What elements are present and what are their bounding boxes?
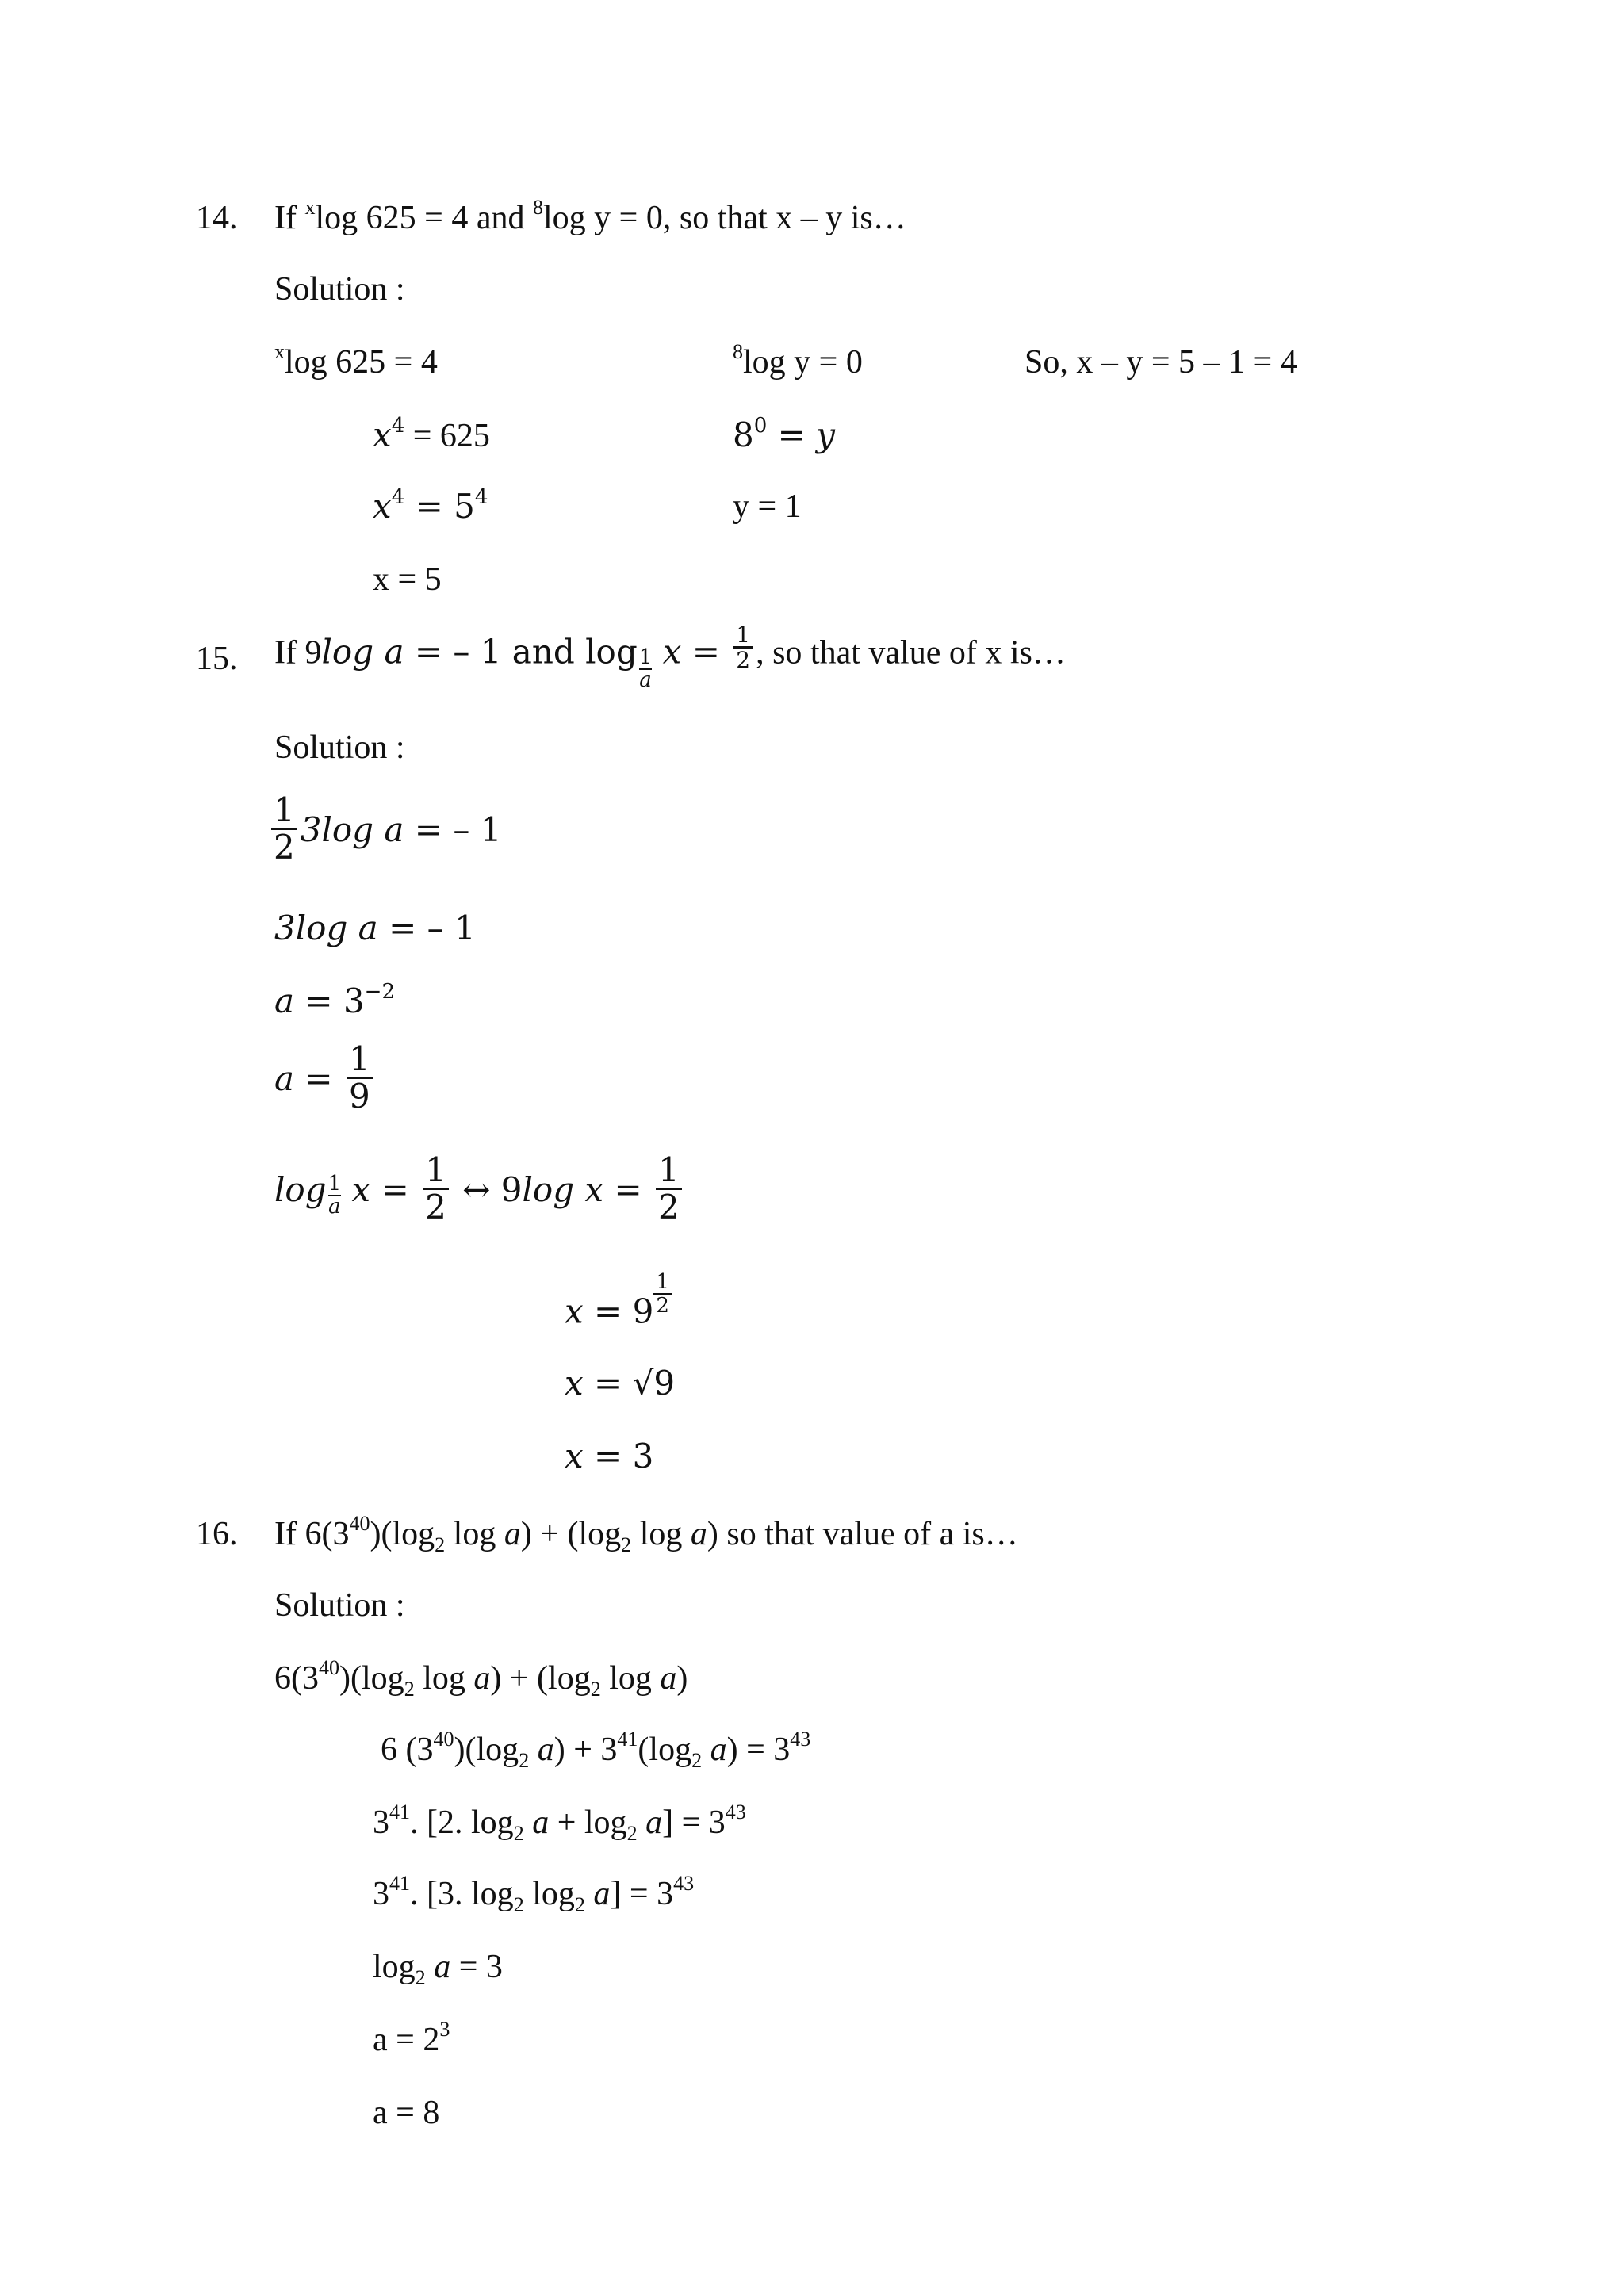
math-line: $x^4 = 625$ [373, 413, 490, 454]
math-line: y = 1 [733, 488, 802, 525]
question-number: 15. [196, 641, 238, 677]
math-line: $6(3^{40})(\log_2$ $\log a) + (\log_2$ log a) [274, 1655, 688, 1701]
math-line: 6 $(3^{40})(\log_2$ $a) + 3^{41}(\log_2$ $a) = 3^{43}$ [381, 1727, 811, 1773]
math-line: $3^{41}$. [2. $\log_2 a + \log_2 a] = 3^{43}$ [373, 1800, 746, 1846]
math-line: 3log a = – 1 [274, 909, 476, 947]
math-line: $3^{41}$. [3. $\log_2 \log_2 a] = 3^{43}$ [373, 1871, 695, 1917]
question-number: 16. [196, 1516, 238, 1552]
question-number: 14. [196, 200, 238, 236]
math-line: a = $\frac{1}{9}$ [274, 1047, 376, 1119]
solution-label: Solution : [274, 1587, 405, 1624]
math-line: x = √9 [565, 1364, 676, 1402]
math-line: $\frac{1}{2}$ 3log a = – 1 [268, 798, 501, 870]
math-line: x = 5 [373, 561, 442, 598]
math-line: $\log_2 a = 3$ [373, 1949, 503, 1990]
solution-label: Solution : [274, 271, 405, 308]
question-text: If 9log a = – 1 and log $\frac{1}{a}$ x = $\frac{1}{2}$ , so that value of x is… [274, 622, 1066, 693]
math-line: x = 3 [565, 1437, 654, 1475]
math-line: a = 8 [373, 2095, 440, 2131]
math-line: $^8$log y = 0 [733, 339, 863, 381]
math-line: log $\frac{1}{a}$ x = $\frac{1}{2}$ ↔ 9log x = $\frac{1}{2}$ [274, 1158, 685, 1230]
math-line: $a = 3^{-2}$ [274, 979, 396, 1020]
solution-label: Solution : [274, 729, 405, 766]
answer-line: So, x – y = 5 – 1 = 4 [1025, 344, 1297, 381]
question-text: If $^x$log 625 = 4 and $^8$log y = 0, so that x – y is… [274, 195, 906, 236]
math-line: $8^0 = y$ [733, 413, 835, 454]
question-text: If $6(3^{40})(\log_2$ $\log a) + (\log_2$ log a) so that value of a is… [274, 1511, 1018, 1557]
math-line: $a = 2^3$ [373, 2017, 450, 2058]
math-line: $x^4 = 5^4$ [373, 484, 488, 526]
math-line: x = 9 $\frac{1}{2}$ [565, 1292, 672, 1338]
math-line: $^x$log 625 = 4 [274, 339, 438, 381]
